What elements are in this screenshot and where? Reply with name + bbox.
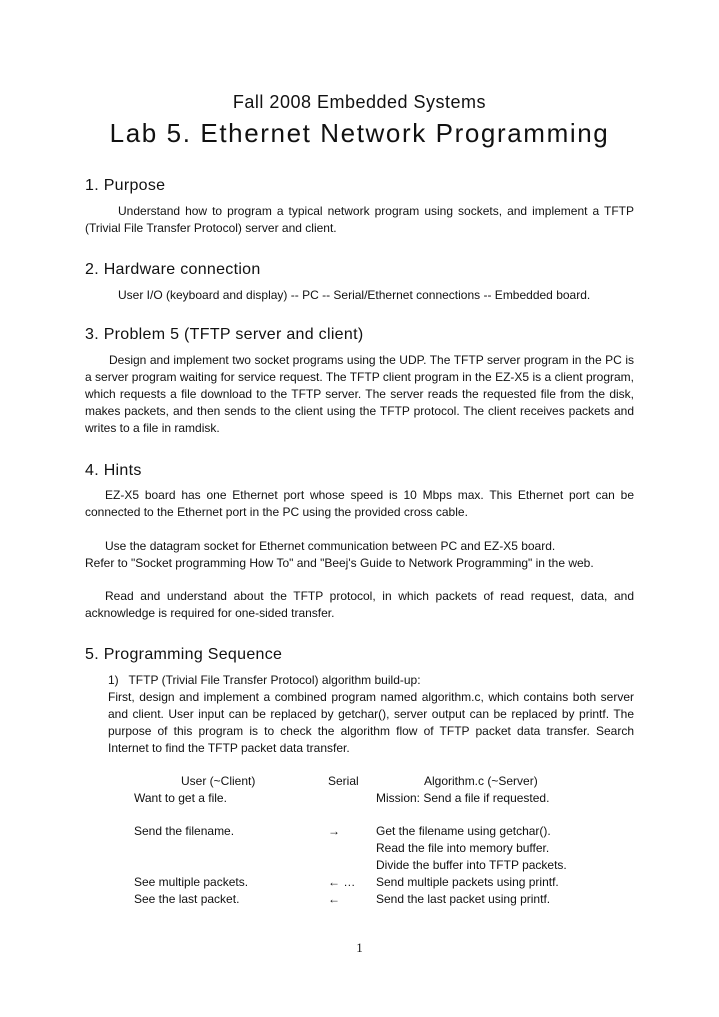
purpose-paragraph: Understand how to program a typical network program using sockets, and implement a TFTP (Trivial File Transfer Protocol) server and client. [85,204,634,235]
page-number: 1 [356,940,363,955]
flow-row-4-server: Divide the buffer into TFTP packets. [376,858,567,872]
flow-row-6-server: Send the last packet using printf. [376,892,551,906]
flow-row-6-client: See the last packet. [134,892,240,906]
section-heading-purpose: 1. Purpose [85,177,166,194]
flow-row-6-serial: ← [328,892,340,906]
section-heading-hardware: 2. Hardware connection [85,261,261,278]
flow-row-1-client: Want to get a file. [134,791,227,805]
flow-table-header-client: User (~Client) [181,774,256,788]
flow-row-3-server: Read the file into memory buffer. [376,841,550,855]
flow-table-header-server: Algorithm.c (~Server) [424,774,538,788]
flow-table-header-serial: Serial [328,774,359,788]
hints-paragraph-3: Read and understand about the TFTP protocol, in which packets of read request, data, and acknowledge is required for one-sided transfer. [85,589,634,620]
section-heading-hints: 4. Hints [85,462,142,479]
hints-paragraph-2-line-2: Refer to "Socket programming How To" and "Beej's Guide to Network Programming" in the web. [85,556,594,570]
section-heading-problem: 3. Problem 5 (TFTP server and client) [85,326,364,343]
sequence-item-1-text: First, design and implement a combined program named algorithm.c, which contains both server and client. User input can be replaced by getchar(), server output can be replaced by printf. The purpose of this program is to check the algorithm flow of TFTP packet data transfer. Search Internet to find the TFTP packet data transfer. [108,690,634,755]
section-heading-sequence: 5. Programming Sequence [85,646,283,663]
course-subtitle: Fall 2008 Embedded Systems [232,92,487,112]
flow-row-2-serial: → [328,824,340,838]
flow-row-2-server: Get the filename using getchar(). [376,824,551,838]
flow-row-1-server: Mission: Send a file if requested. [376,791,550,805]
flow-row-2-client: Send the filename. [134,824,235,838]
hints-paragraph-1: EZ-X5 board has one Ethernet port whose speed is 10 Mbps max. This Ethernet port can be connected to the Ethernet port in the PC using the provided cross cable. [85,488,634,519]
hardware-paragraph: User I/O (keyboard and display) -- PC -- Serial/Ethernet connections -- Embedded board. [118,288,591,302]
hints-paragraph-2-line-1: Use the datagram socket for Ethernet communication between PC and EZ-X5 board. [105,539,556,553]
flow-row-5-serial: ← … [328,875,356,889]
flow-row-5-client: See multiple packets. [134,875,249,889]
sequence-item-1-title: 1) TFTP (Trivial File Transfer Protocol) algorithm build-up: [108,673,421,687]
flow-row-5-server: Send multiple packets using printf. [376,875,559,889]
problem-paragraph: Design and implement two socket programs using the UDP. The TFTP server program in the PC is a server program waiting for service request. The TFTP client program in the EZ-X5 is a client program, which requests a file download to the TFTP server. The server reads the requested file from the disk, makes packets, and then sends to the client using the TFTP protocol. The client receives packets and writes to a file in ramdisk. [85,353,634,435]
document-title: Lab 5. Ethernet Network Programming [109,118,610,148]
